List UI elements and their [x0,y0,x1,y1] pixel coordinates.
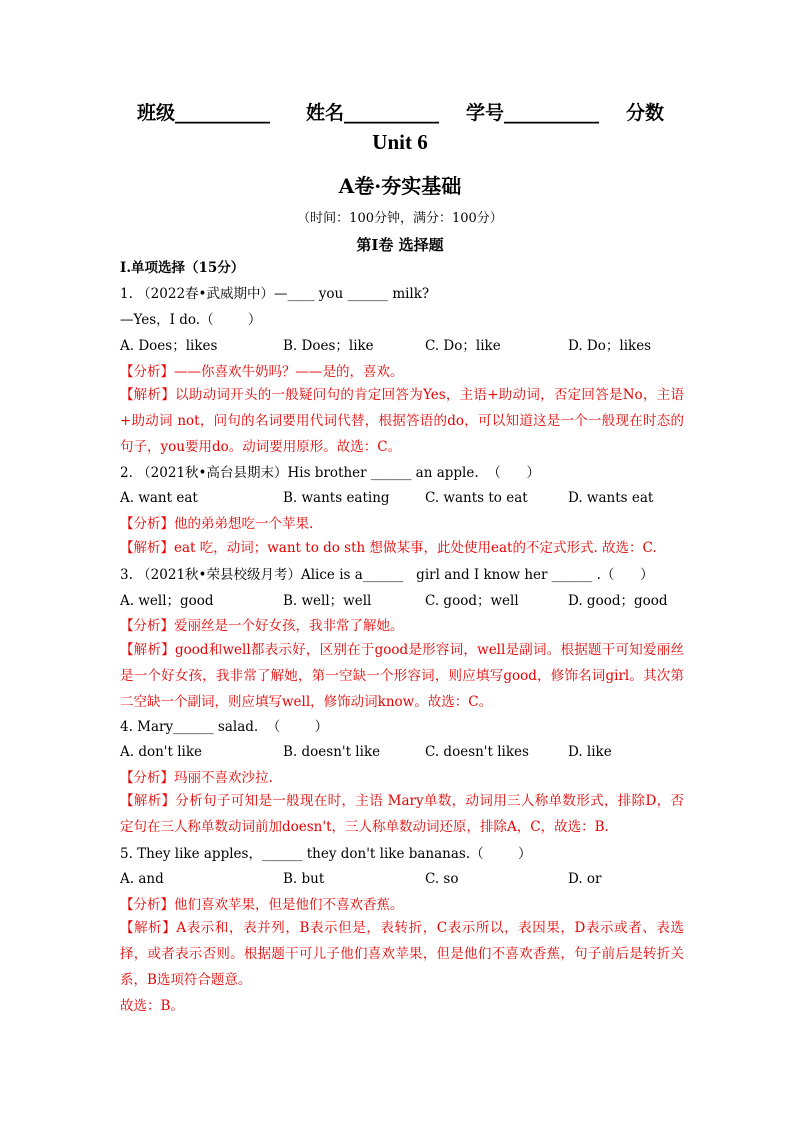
explanation-text: 【解析】A表示和，表并列，B表示但是，表转折，C表示所以，表因果，D表示或者、表选择，或者表示否则。根据题干可儿子他们喜欢苹果，但是他们不喜欢香蕉，句子前后是转折关系，B选项符合题意。 [120,920,684,988]
question-stem: 3. （2021秋•荣县校级月考）Alice is a______ girl and I know her ______ .（ ） [120,567,654,583]
part-title: 第Ⅰ卷 选择题 [356,236,444,254]
question-stem: 2. （2021秋•高台县期末）His brother ______ an apple. （ ） [120,465,540,481]
option-b[interactable]: B. but [283,871,325,887]
explanation-text: 【解析】good和well都表示好，区别在于good是形容词，well是副词。根据题干可知爱丽丝是一个好女孩，我非常了解她，第一空缺一个形容词，则应填写good，修饰名词girl。其次第二空缺一个副词，则应填写well，修饰动词know。故选：C。 [120,642,684,710]
option-c[interactable]: C. wants to eat [425,490,528,506]
option-d[interactable]: D. like [568,744,612,760]
volume-title: A卷·夯实基础 [338,174,462,198]
unit-title: Unit 6 [372,130,428,154]
option-a[interactable]: A. well；good [120,593,214,609]
analysis-text: 【分析】爱丽丝是一个好女孩，我非常了解她。 [120,618,404,634]
analysis-text: 【分析】——你喜欢牛奶吗？——是的，喜欢。 [120,364,404,380]
explanation-text: 【解析】以助动词开头的一般疑问句的肯定回答为Yes，主语+助动词，否定回答是No，主语+助动词 not，问句的名词要用代词代替，根据答语的do，可以知道这是一个一般现在时态的句子，you要用do。动词要用原形。故选：C。 [120,387,684,455]
option-c[interactable]: C. doesn't likes [425,744,529,760]
option-d[interactable]: D. good；good [568,593,668,609]
option-a[interactable]: A. Does；likes [120,338,218,354]
question-stem: 1. （2022春•武威期中）—____ you ______ milk? [120,286,430,302]
class-field[interactable]: 班级__________ [137,102,271,124]
student-id-field[interactable]: 学号__________ [466,102,600,124]
option-b[interactable]: B. Does；like [283,338,374,354]
option-c[interactable]: C. good；well [425,593,519,609]
option-c[interactable]: C. Do；like [425,338,501,354]
analysis-text: 【分析】他们喜欢苹果，但是他们不喜欢香蕉。 [120,897,404,913]
option-d[interactable]: D. or [568,871,602,887]
option-d[interactable]: D. wants eat [568,490,654,506]
section-heading: I.单项选择（15分） [120,260,245,276]
question-stem: 4. Mary______ salad. （ ） [120,719,329,735]
option-b[interactable]: B. well；well [283,593,372,609]
name-field[interactable]: 姓名__________ [306,102,440,124]
option-a[interactable]: A. don't like [120,744,203,760]
time-limit: （时间：100分钟，满分：100分） [297,211,503,226]
analysis-text: 【分析】玛丽不喜欢沙拉. [120,770,273,786]
question-stem: 5. They like apples，______ they don't like bananas.（ ） [120,846,532,862]
option-a[interactable]: A. and [120,871,164,887]
explanation-text: 【解析】eat 吃，动词；want to do sth 想做某事，此处使用eat的不定式形式. 故选：C. [120,540,657,556]
explanation-text: 【解析】分析句子可知是一般现在时，主语 Mary单数，动词用三人称单数形式，排除D，否定句在三人称单数动词前加doesn't，三人称单数动词还原，排除A，C，故选：B. [120,793,684,835]
option-d[interactable]: D. Do；likes [568,338,652,354]
score-field: 分数 [626,102,665,124]
analysis-text: 【分析】他的弟弟想吃一个苹果. [120,516,314,532]
option-c[interactable]: C. so [425,871,459,887]
option-b[interactable]: B. doesn't like [283,744,381,760]
question-stem-answer: —Yes，I do.（ ） [120,312,262,328]
conclusion-text: 故选：B。 [120,998,184,1014]
option-b[interactable]: B. wants eating [283,490,390,506]
option-a[interactable]: A. want eat [120,490,198,506]
